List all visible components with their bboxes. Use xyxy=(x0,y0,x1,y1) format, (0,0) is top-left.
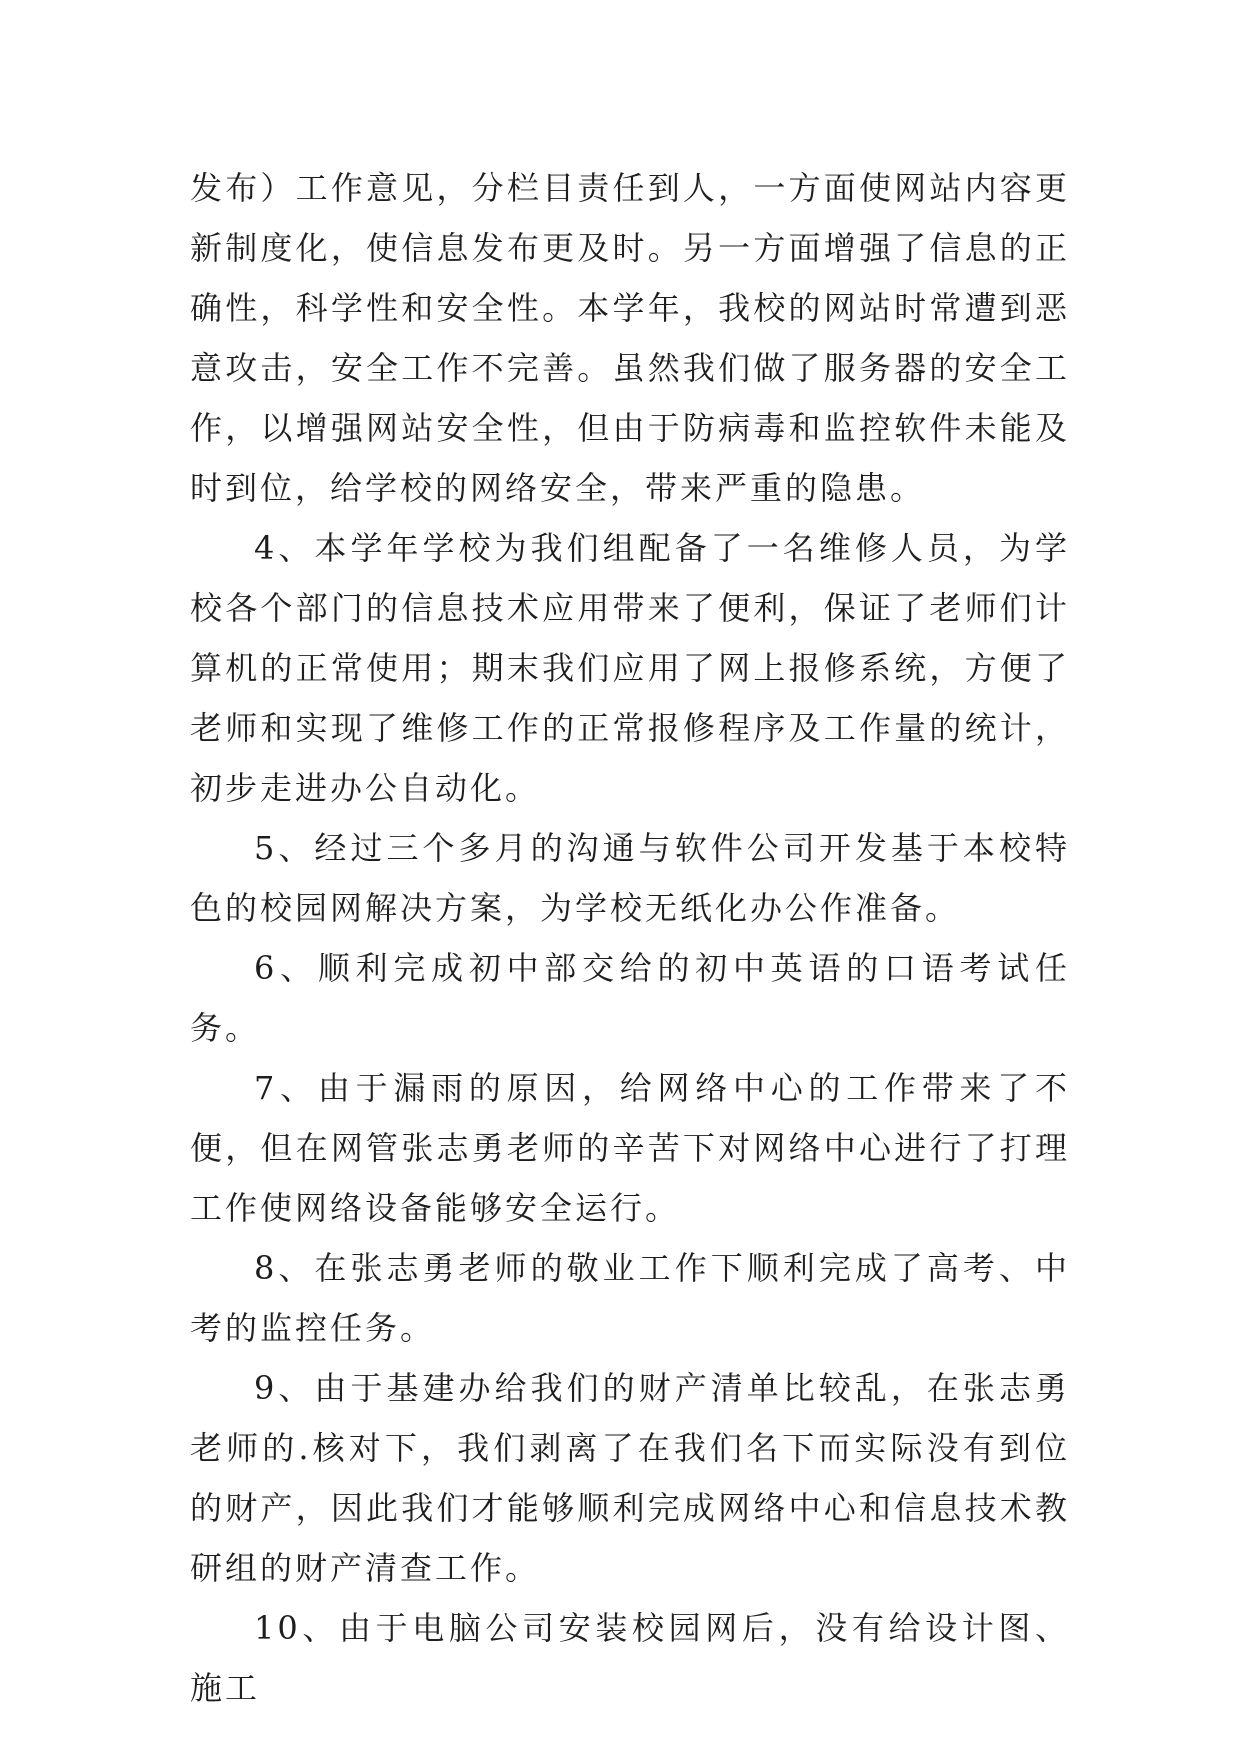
paragraph-item-9: 9、由于基建办给我们的财产清单比较乱，在张志勇老师的.核对下，我们剥离了在我们名下而实际没有到位的财产，因此我们才能够顺利完成网络中心和信息技术教研组的财产清查工作。 xyxy=(190,1369,1070,1587)
paragraph-continued: 发布）工作意见，分栏目责任到人，一方面使网站内容更新制度化，使信息发布更及时。另一方面增强了信息的正确性，科学性和安全性。本学年，我校的网站时常遭到恶意攻击，安全工作不完善。虽然我们做了服务器的安全工作，以增强网站安全性，但由于防病毒和监控软件未能及时到位，给学校的网络安全，带来严重的隐患。 xyxy=(190,169,1070,507)
paragraph-item-8: 8、在张志勇老师的敬业工作下顺利完成了高考、中考的监控任务。 xyxy=(190,1249,1070,1347)
paragraph-item-10: 10、由于电脑公司安装校园网后，没有给设计图、施工 xyxy=(190,1609,1070,1707)
paragraph-item-5: 5、经过三个多月的沟通与软件公司开发基于本校特色的校园网解决方案，为学校无纸化办公作准备。 xyxy=(190,829,1070,927)
paragraph-item-7: 7、由于漏雨的原因，给网络中心的工作带来了不便，但在网管张志勇老师的辛苦下对网络中心进行了打理工作使网络设备能够安全运行。 xyxy=(190,1069,1070,1227)
paragraph-item-6: 6、顺利完成初中部交给的初中英语的口语考试任务。 xyxy=(190,949,1070,1047)
document-body xyxy=(190,158,1070,1718)
paragraph-item-4: 4、本学年学校为我们组配备了一名维修人员，为学校各个部门的信息技术应用带来了便利，保证了老师们计算机的正常使用；期末我们应用了网上报修系统，方便了老师和实现了维修工作的正常报修程序及工作量的统计，初步走进办公自动化。 xyxy=(190,529,1070,807)
